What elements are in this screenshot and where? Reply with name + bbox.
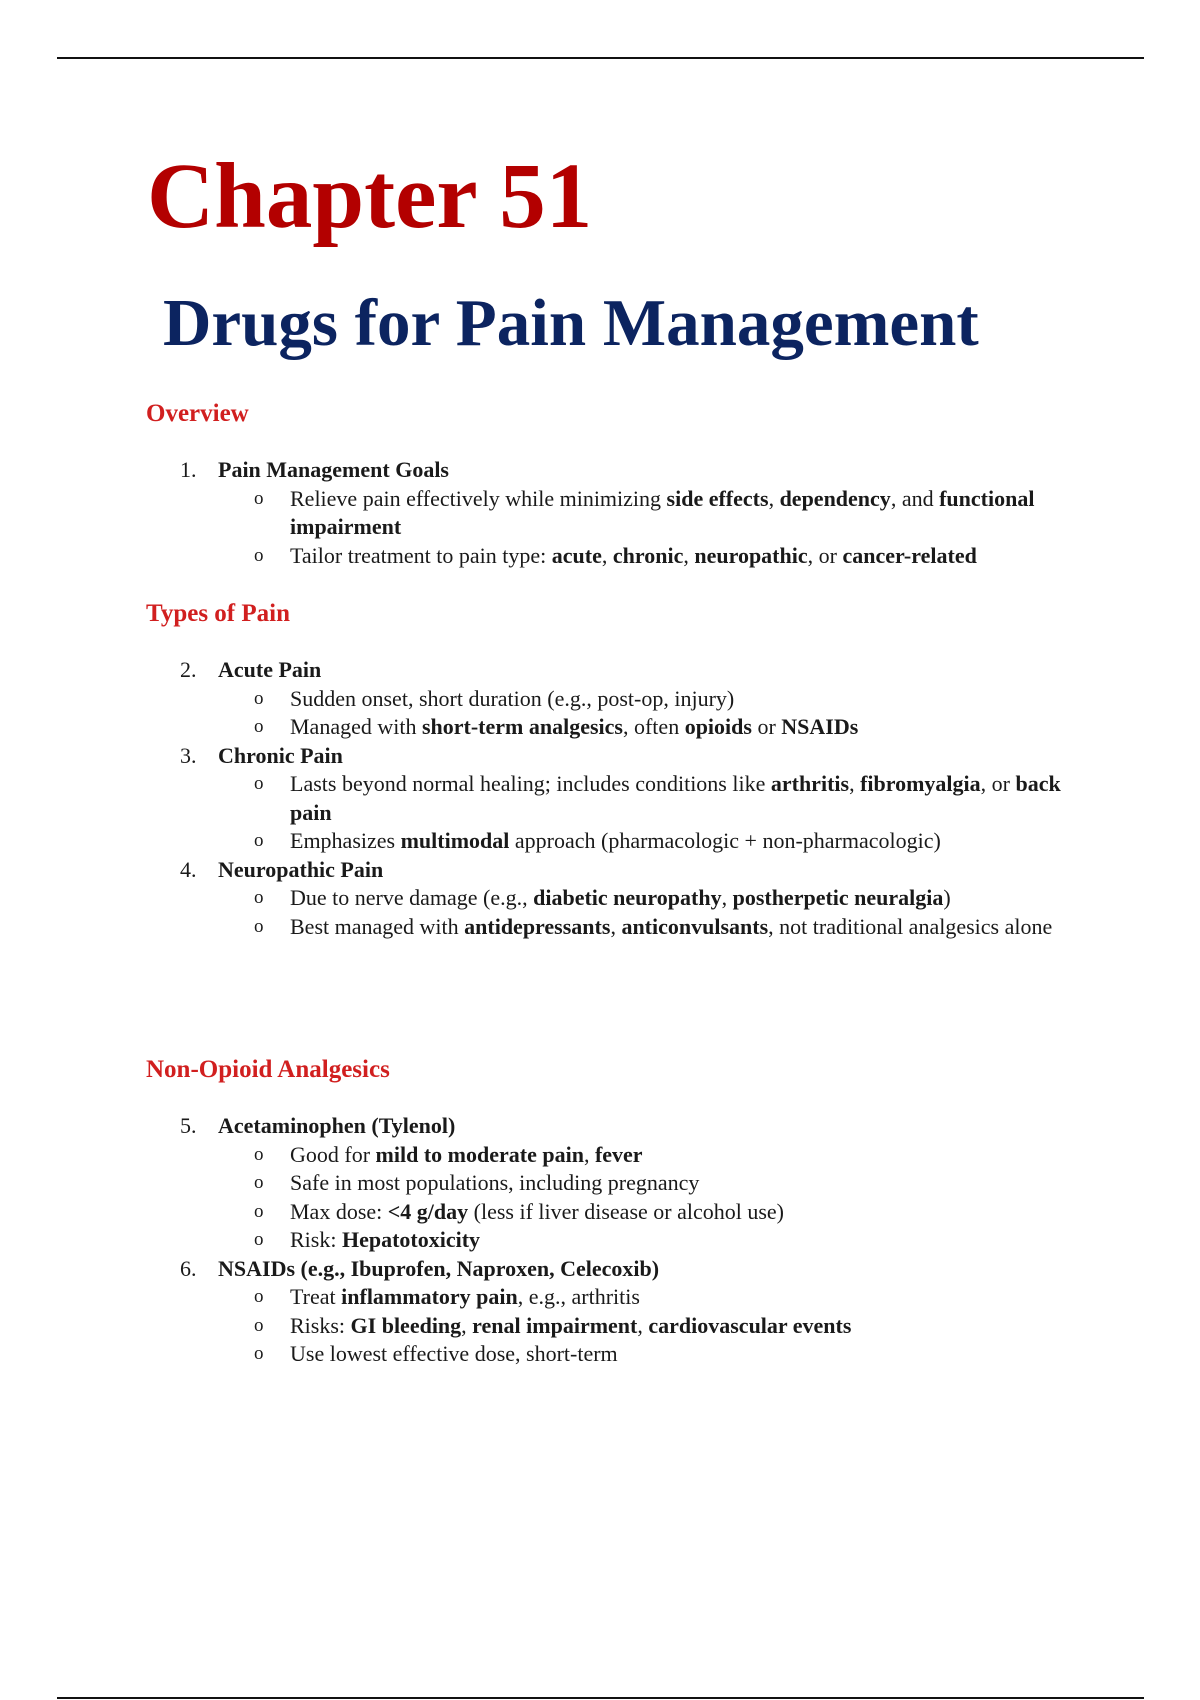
bullet-item: [0, 713, 1200, 742]
page-top-rule: [57, 57, 1144, 59]
bullet-marker-icon: o: [254, 1200, 264, 1222]
text-run: Use lowest effective dose, short-term: [290, 1341, 618, 1366]
bullet-item: [0, 1283, 1200, 1312]
bullet-item: [0, 1226, 1200, 1255]
bullet-marker-icon: o: [254, 1286, 264, 1307]
bold-text: dependency: [779, 485, 891, 511]
text-run: Risk:: [290, 1227, 342, 1252]
bullet-list: [0, 485, 1200, 571]
bullet-marker-icon: o: [254, 1172, 264, 1193]
bold-text: side effects: [666, 485, 769, 511]
bullet-item: [0, 913, 1200, 942]
text-run: Best managed with: [290, 913, 465, 939]
item-title: Neuropathic Pain: [218, 856, 384, 882]
bullet-list: [0, 1283, 1200, 1369]
bold-text: postherpetic neuralgia: [732, 885, 944, 910]
bold-text: functional impairment: [290, 485, 1035, 539]
bullet-item: [0, 1169, 1200, 1198]
item-title: Acute Pain: [218, 657, 322, 682]
item-number: 1.: [180, 457, 197, 482]
item-number: 6.: [180, 1255, 197, 1281]
item-title: Pain Management Goals: [218, 457, 449, 482]
text-run: Managed with: [290, 714, 422, 739]
bullet-list: [0, 884, 1200, 941]
item-number: 2.: [180, 657, 197, 682]
text-run: , and: [890, 485, 940, 511]
bold-text: cancer-related: [842, 542, 977, 568]
bold-text: NSAIDs: [781, 714, 859, 739]
text-run: ,: [768, 485, 780, 511]
text-run: ,: [683, 542, 695, 568]
bold-text: chronic: [612, 542, 684, 568]
page-bottom-rule: [57, 1697, 1144, 1699]
bullet-marker-icon: o: [254, 487, 264, 509]
text-run: Sudden onset, short duration (e.g., post-op, injury): [290, 685, 735, 711]
bullet-marker-icon: o: [254, 887, 264, 908]
text-run: Risks:: [290, 1312, 351, 1338]
item-number: 5.: [180, 1113, 197, 1138]
list-item: [0, 1255, 1200, 1369]
bullet-item: [0, 1340, 1200, 1369]
bullet-marker-icon: o: [254, 1343, 264, 1364]
bullet-marker-icon: o: [254, 1143, 264, 1165]
bullet-item: [0, 1312, 1200, 1341]
bullet-item: [0, 685, 1200, 714]
list-item: [0, 742, 1200, 856]
bullet-marker-icon: o: [254, 1229, 264, 1250]
bold-text: neuropathic: [694, 542, 808, 568]
section-heading: Non-Opioid Analgesics: [146, 1056, 390, 1083]
item-title: Acetaminophen (Tylenol): [218, 1113, 456, 1138]
text-run: , not traditional analgesics alone: [768, 913, 1053, 939]
bold-text: mild to moderate pain: [375, 1141, 584, 1167]
numbered-list: [0, 1112, 1200, 1369]
bullet-list: [0, 685, 1200, 742]
bullet-item: [0, 827, 1200, 856]
bullet-marker-icon: o: [254, 915, 264, 937]
section-heading: Overview: [146, 400, 249, 427]
bold-text: acute: [551, 542, 602, 568]
bold-text: fever: [594, 1141, 643, 1167]
text-run: , or: [807, 542, 843, 568]
text-run: Max dose:: [290, 1198, 388, 1224]
text-run: ,: [461, 1312, 473, 1338]
bullet-item: [0, 485, 1200, 542]
bullet-list: [0, 770, 1200, 856]
list-item: [0, 456, 1200, 570]
bold-text: diabetic neuropathy: [533, 885, 722, 910]
page-title: Drugs for Pain Management: [163, 286, 979, 360]
bullet-marker-icon: o: [254, 1314, 264, 1336]
bold-text: Hepatotoxicity: [341, 1227, 481, 1252]
numbered-list: [0, 656, 1200, 941]
bullet-marker-icon: o: [254, 716, 264, 737]
text-run: ,: [721, 885, 733, 910]
bullet-marker-icon: o: [254, 544, 264, 566]
bold-text: <4 g/day: [387, 1198, 469, 1224]
numbered-list: [0, 456, 1200, 570]
bullet-marker-icon: o: [254, 687, 264, 709]
bold-text: anticonvulsants: [621, 913, 769, 939]
bullet-list: [0, 1141, 1200, 1255]
item-number: 4.: [180, 856, 197, 882]
bullet-item: [0, 770, 1200, 827]
bold-text: cardiovascular events: [648, 1312, 852, 1338]
bold-text: short-term analgesics: [421, 714, 623, 739]
text-run: ,: [601, 542, 613, 568]
text-run: ,: [610, 913, 622, 939]
text-run: Safe in most populations, including pregnancy: [290, 1170, 700, 1195]
bullet-marker-icon: o: [254, 830, 264, 851]
text-run: or: [751, 714, 782, 739]
text-run: ): [943, 885, 951, 910]
text-run: Tailor treatment to pain type:: [290, 542, 552, 568]
bold-text: inflammatory pain: [341, 1284, 518, 1309]
bullet-item: [0, 884, 1200, 913]
text-run: Lasts beyond normal healing; includes conditions like: [290, 771, 771, 796]
text-run: , or: [980, 771, 1016, 796]
section-heading: Types of Pain: [146, 600, 290, 627]
bold-text: GI bleeding: [350, 1312, 462, 1338]
item-title: Chronic Pain: [218, 742, 343, 768]
text-run: Due to nerve damage (e.g.,: [290, 885, 534, 910]
bullet-marker-icon: o: [254, 773, 264, 794]
bold-text: multimodal: [400, 828, 510, 853]
bold-text: opioids: [684, 714, 752, 739]
text-run: , often: [622, 714, 685, 739]
chapter-label: Chapter 51: [147, 145, 593, 248]
bold-text: renal impairment: [472, 1312, 638, 1338]
text-run: Emphasizes: [290, 828, 401, 853]
bullet-item: [0, 542, 1200, 571]
bold-text: fibromyalgia: [860, 771, 981, 796]
list-item: [0, 656, 1200, 742]
bold-text: antidepressants: [464, 913, 611, 939]
list-item: [0, 1112, 1200, 1255]
text-run: , e.g., arthritis: [517, 1284, 640, 1309]
text-run: ,: [637, 1312, 649, 1338]
text-run: Good for: [290, 1141, 376, 1167]
item-number: 3.: [180, 742, 197, 768]
text-run: (less if liver disease or alcohol use): [468, 1198, 784, 1224]
bullet-item: [0, 1198, 1200, 1227]
text-run: ,: [583, 1141, 595, 1167]
bullet-item: [0, 1141, 1200, 1170]
text-run: Treat: [290, 1284, 342, 1309]
text-run: Relieve pain effectively while minimizing: [290, 485, 667, 511]
list-item: [0, 856, 1200, 942]
bold-text: arthritis: [770, 771, 850, 796]
bold-text: back pain: [290, 771, 1061, 825]
item-title: NSAIDs (e.g., Ibuprofen, Naproxen, Celecoxib): [218, 1255, 660, 1281]
text-run: approach (pharmacologic + non-pharmacologic): [509, 828, 941, 853]
text-run: ,: [849, 771, 861, 796]
